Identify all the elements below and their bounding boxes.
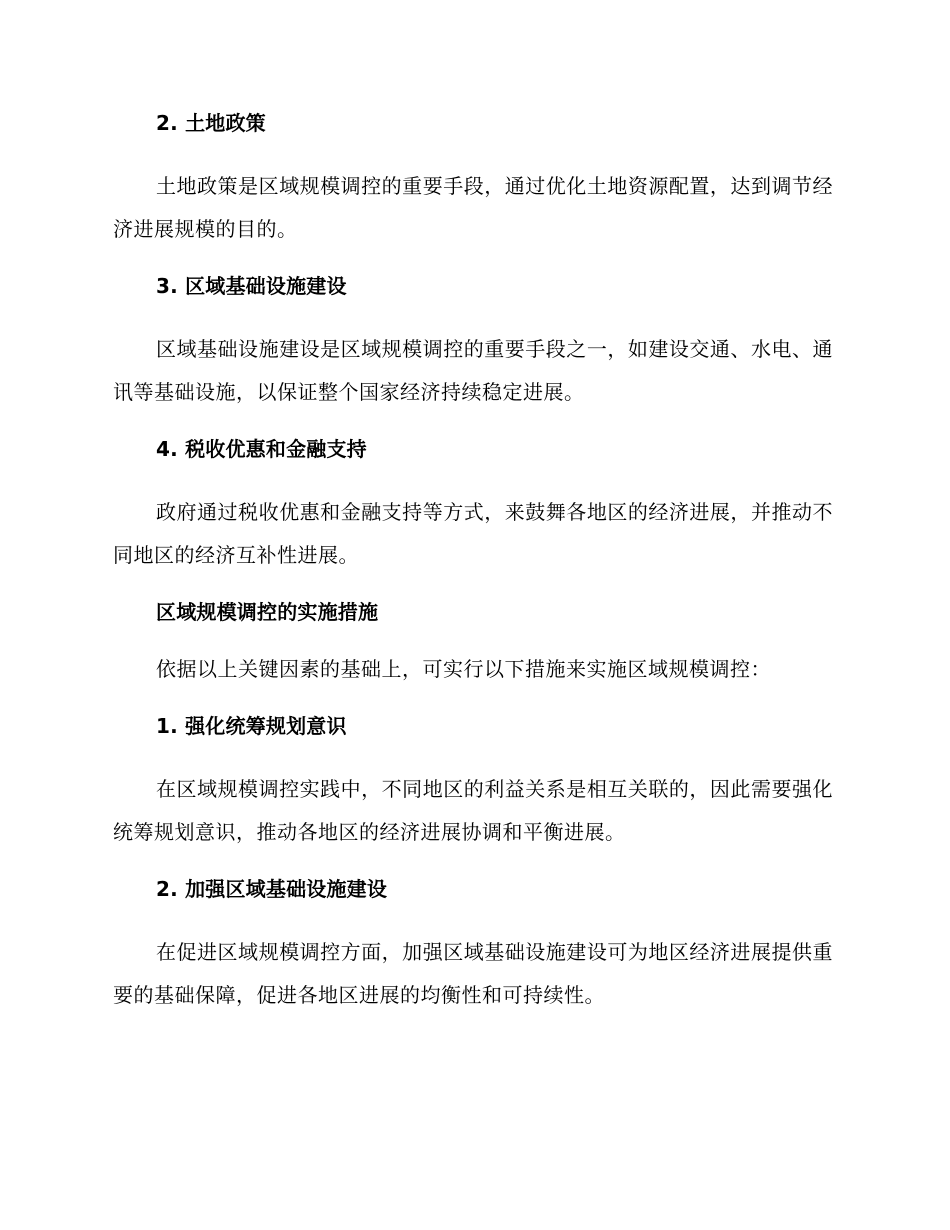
paragraph-tax-finance: 政府通过税收优惠和金融支持等方式，来鼓舞各地区的经济进展，并推动不同地区的经济互补性进展。 [113,500,833,567]
section-heading-infrastructure: 3. 区域基础设施建设 [156,274,347,298]
paragraph-land-policy: 土地政策是区域规模调控的重要手段，通过优化土地资源配置，达到调节经济进展规模的目的。 [113,174,833,241]
section-heading-tax-finance: 4. 税收优惠和金融支持 [156,437,367,461]
document-page [113,108,833,1017]
section-heading-land-policy: 2. 土地政策 [156,111,266,135]
paragraph-measures-intro: 依据以上关键因素的基础上，可实行以下措施来实施区域规模调控： [156,657,771,681]
section-heading-measures: 区域规模调控的实施措施 [156,600,379,624]
section-heading-planning: 1. 强化统筹规划意识 [156,714,347,738]
paragraph-infrastructure: 区域基础设施建设是区域规模调控的重要手段之一，如建设交通、水电、通讯等基础设施，以保证整个国家经济持续稳定进展。 [113,337,833,404]
paragraph-strengthen-infrastructure: 在促进区域规模调控方面，加强区域基础设施建设可为地区经济进展提供重要的基础保障，促进各地区进展的均衡性和可持续性。 [113,940,833,1007]
paragraph-planning: 在区域规模调控实践中，不同地区的利益关系是相互关联的，因此需要强化统筹规划意识，推动各地区的经济进展协调和平衡进展。 [113,777,833,844]
section-heading-strengthen-infrastructure: 2. 加强区域基础设施建设 [156,877,388,901]
